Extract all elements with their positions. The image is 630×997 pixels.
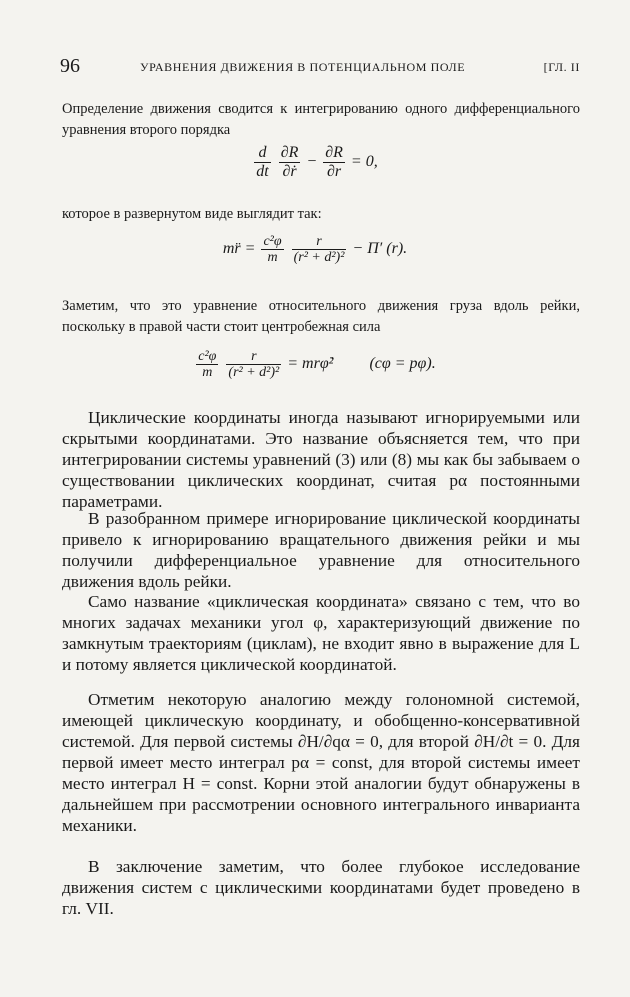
eq2-fraction-r <box>292 234 347 265</box>
paragraph-2: которое в развернутом виде выглядит так: <box>62 206 322 222</box>
eq1-a-num: ∂R <box>280 144 299 161</box>
paragraph-3: Заметим, что это уравнение относительного движения груза вдоль рейки, поскольку в правой части стоит центробежная сила <box>62 298 580 335</box>
paragraph-1: Определение движения сводится к интегрированию одного дифференциального уравнения второго порядка <box>62 101 580 138</box>
paragraph-8: В заключение заметим, что более глубокое исследование движения систем с циклическими координатами будет проведено в гл. VII. <box>62 857 580 918</box>
eq2-lhs: mr̈ = <box>222 240 256 258</box>
eq1-fraction-a <box>279 144 301 181</box>
eq1-b-den: ∂r <box>326 163 342 180</box>
eq1-b-num: ∂R <box>325 144 343 161</box>
eq2-rhs: − Π′ (r). <box>352 240 408 258</box>
eq3-c-den: m <box>202 365 213 380</box>
eq3-rhs: = mrφ̇² <box>287 355 334 373</box>
equation-3 <box>0 349 630 380</box>
eq2-r-den: (r² + d²)² <box>293 250 345 265</box>
paragraph-4: Циклические координаты иногда называют игнорируемыми или скрытыми координатами. Это название объясняется тем, что при интегрировании системы уравнений (3) или (8) мы как бы забываем о существовании циклических координат, считая pα постоянными параметрами. <box>62 408 580 511</box>
eq3-c-num: c²φ <box>198 349 217 364</box>
paragraph-7: Отметим некоторую аналогию между голономной системой, имеющей циклическую координату, и обобщенно-консервативной системой. Для первой системы ∂H/∂qα = 0, для второй ∂H/∂t = 0. Для первой имеет место интеграл pα = const, для второй системы имеет место интеграл H = const. Корни этой аналогии будут обнаружены в дальнейшем при рассмотрении основного интегрального инварианта механики. <box>62 690 580 835</box>
eq3-r-num: r <box>226 349 281 365</box>
running-title: УРАВНЕНИЯ ДВИЖЕНИЯ В ПОТЕНЦИАЛЬНОМ ПОЛЕ <box>140 60 466 74</box>
eq3-fraction-r <box>226 349 281 380</box>
eq1-d-num: d <box>254 144 270 163</box>
eq2-r-num: r <box>292 234 347 250</box>
eq1-fraction-d <box>254 144 270 181</box>
eq3-note: (cφ = pφ). <box>369 355 436 373</box>
eq3-fraction-c <box>196 349 218 380</box>
page-header <box>60 55 580 79</box>
paragraph-5: В разобранном примере игнорирование циклической координаты привело к игнорированию вращательного движения рейки и мы получили дифференциальное уравнение для относительного движения вдоль рейки. <box>62 509 580 591</box>
equation-1 <box>0 144 630 181</box>
page-number: 96 <box>60 55 80 77</box>
eq1-minus: − <box>306 153 318 171</box>
eq1-d-den: dt <box>256 163 269 180</box>
equation-2 <box>0 234 630 265</box>
eq3-r-den: (r² + d²)² <box>228 365 280 380</box>
eq2-c-den: m <box>267 250 278 265</box>
paragraph-6: Само название «циклическая координата» связано с тем, что во многих задачах механики угол φ, характеризующий движение по замкнутым траекториям (циклам), не входит явно в выражение для L и потому является циклической координатой. <box>62 592 580 674</box>
chapter-label: [ГЛ. II <box>543 60 580 74</box>
eq1-a-den: ∂ṙ <box>282 163 297 180</box>
eq1-rhs: = 0, <box>350 153 378 171</box>
eq2-c-num: c²φ <box>263 234 282 249</box>
eq2-fraction-c <box>261 234 283 265</box>
eq1-fraction-b <box>323 144 345 181</box>
